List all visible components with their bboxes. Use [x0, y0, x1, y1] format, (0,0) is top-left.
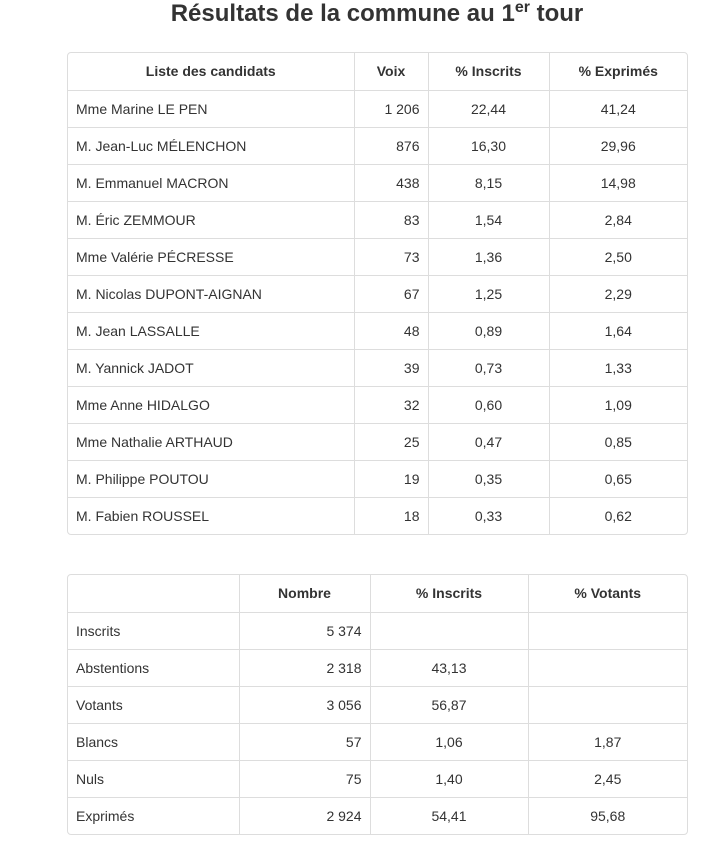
stats-table-container	[67, 574, 688, 835]
candidate-voix: 39	[354, 349, 428, 386]
candidate-pct-exprimes: 2,29	[549, 275, 687, 312]
stat-nombre: 5 374	[239, 612, 370, 649]
candidate-row	[68, 90, 687, 127]
stat-pct-inscrits: 56,87	[370, 686, 528, 723]
header-pct-inscrits: % Inscrits	[428, 53, 549, 90]
candidate-pct-inscrits: 0,47	[428, 423, 549, 460]
stat-pct-inscrits	[370, 612, 528, 649]
candidate-pct-exprimes: 1,64	[549, 312, 687, 349]
candidate-pct-exprimes: 2,50	[549, 238, 687, 275]
candidate-voix: 876	[354, 127, 428, 164]
header-voix: Voix	[354, 53, 428, 90]
candidate-name: Mme Anne HIDALGO	[68, 386, 354, 423]
stat-label: Inscrits	[68, 612, 239, 649]
stats-row	[68, 612, 687, 649]
stat-label: Votants	[68, 686, 239, 723]
stat-pct-votants	[528, 649, 687, 686]
title-suffix: tour	[529, 0, 584, 27]
candidate-pct-inscrits: 8,15	[428, 164, 549, 201]
candidate-name: M. Nicolas DUPONT-AIGNAN	[68, 275, 354, 312]
candidate-row	[68, 349, 687, 386]
candidate-pct-inscrits: 0,89	[428, 312, 549, 349]
stat-nombre: 57	[239, 723, 370, 760]
candidate-row	[68, 497, 687, 534]
results-header-row	[68, 53, 687, 90]
candidate-pct-exprimes: 1,33	[549, 349, 687, 386]
candidate-row	[68, 164, 687, 201]
candidate-row	[68, 386, 687, 423]
candidate-name: M. Jean LASSALLE	[68, 312, 354, 349]
stats-row	[68, 686, 687, 723]
candidate-pct-exprimes: 41,24	[549, 90, 687, 127]
candidate-pct-inscrits: 1,54	[428, 201, 549, 238]
candidate-voix: 18	[354, 497, 428, 534]
candidate-pct-exprimes: 0,62	[549, 497, 687, 534]
candidate-pct-inscrits: 0,60	[428, 386, 549, 423]
stat-pct-inscrits: 54,41	[370, 797, 528, 834]
candidate-voix: 83	[354, 201, 428, 238]
candidate-name: Mme Marine LE PEN	[68, 90, 354, 127]
stat-nombre: 3 056	[239, 686, 370, 723]
header-empty	[68, 575, 239, 612]
candidate-voix: 19	[354, 460, 428, 497]
stat-nombre: 2 318	[239, 649, 370, 686]
candidate-voix: 25	[354, 423, 428, 460]
stat-label: Blancs	[68, 723, 239, 760]
stats-header-row	[68, 575, 687, 612]
candidate-pct-exprimes: 0,85	[549, 423, 687, 460]
header-pct-exprimes: % Exprimés	[549, 53, 687, 90]
stats-row	[68, 723, 687, 760]
candidate-name: Mme Valérie PÉCRESSE	[68, 238, 354, 275]
candidate-name: M. Jean-Luc MÉLENCHON	[68, 127, 354, 164]
candidate-row	[68, 238, 687, 275]
candidate-voix: 48	[354, 312, 428, 349]
candidate-voix: 67	[354, 275, 428, 312]
header-candidates: Liste des candidats	[68, 53, 354, 90]
candidate-name: M. Emmanuel MACRON	[68, 164, 354, 201]
stat-pct-inscrits: 43,13	[370, 649, 528, 686]
title-superscript: er	[514, 0, 530, 16]
candidate-name: Mme Nathalie ARTHAUD	[68, 423, 354, 460]
candidate-name: M. Yannick JADOT	[68, 349, 354, 386]
candidate-pct-inscrits: 1,36	[428, 238, 549, 275]
candidate-pct-inscrits: 16,30	[428, 127, 549, 164]
stats-row	[68, 797, 687, 834]
header-nombre: Nombre	[239, 575, 370, 612]
stat-pct-inscrits: 1,06	[370, 723, 528, 760]
candidate-row	[68, 201, 687, 238]
candidate-pct-inscrits: 1,25	[428, 275, 549, 312]
results-table-container	[67, 52, 688, 535]
stat-pct-votants	[528, 612, 687, 649]
candidate-voix: 32	[354, 386, 428, 423]
candidate-voix: 1 206	[354, 90, 428, 127]
header-pct-votants: % Votants	[528, 575, 687, 612]
candidate-pct-inscrits: 22,44	[428, 90, 549, 127]
candidate-name: M. Philippe POUTOU	[68, 460, 354, 497]
stats-table	[68, 575, 687, 834]
candidate-pct-exprimes: 14,98	[549, 164, 687, 201]
candidate-pct-exprimes: 2,84	[549, 201, 687, 238]
stat-label: Abstentions	[68, 649, 239, 686]
candidate-pct-inscrits: 0,33	[428, 497, 549, 534]
stats-row	[68, 649, 687, 686]
page-title	[0, 0, 720, 28]
stat-nombre: 75	[239, 760, 370, 797]
stat-label: Exprimés	[68, 797, 239, 834]
header-pct-inscrits: % Inscrits	[370, 575, 528, 612]
stat-pct-votants: 1,87	[528, 723, 687, 760]
stat-pct-votants: 2,45	[528, 760, 687, 797]
candidate-pct-inscrits: 0,73	[428, 349, 549, 386]
stat-nombre: 2 924	[239, 797, 370, 834]
candidate-pct-exprimes: 29,96	[549, 127, 687, 164]
title-prefix: Résultats de la commune au 1	[170, 0, 515, 27]
stats-row	[68, 760, 687, 797]
candidate-row	[68, 460, 687, 497]
candidate-row	[68, 423, 687, 460]
candidate-name: M. Fabien ROUSSEL	[68, 497, 354, 534]
candidate-voix: 438	[354, 164, 428, 201]
stat-pct-inscrits: 1,40	[370, 760, 528, 797]
stat-label: Nuls	[68, 760, 239, 797]
candidate-pct-inscrits: 0,35	[428, 460, 549, 497]
candidate-pct-exprimes: 0,65	[549, 460, 687, 497]
stat-pct-votants: 95,68	[528, 797, 687, 834]
candidate-voix: 73	[354, 238, 428, 275]
candidate-row	[68, 312, 687, 349]
candidate-row	[68, 127, 687, 164]
candidate-row	[68, 275, 687, 312]
candidate-pct-exprimes: 1,09	[549, 386, 687, 423]
stat-pct-votants	[528, 686, 687, 723]
results-table	[68, 53, 687, 534]
candidate-name: M. Éric ZEMMOUR	[68, 201, 354, 238]
